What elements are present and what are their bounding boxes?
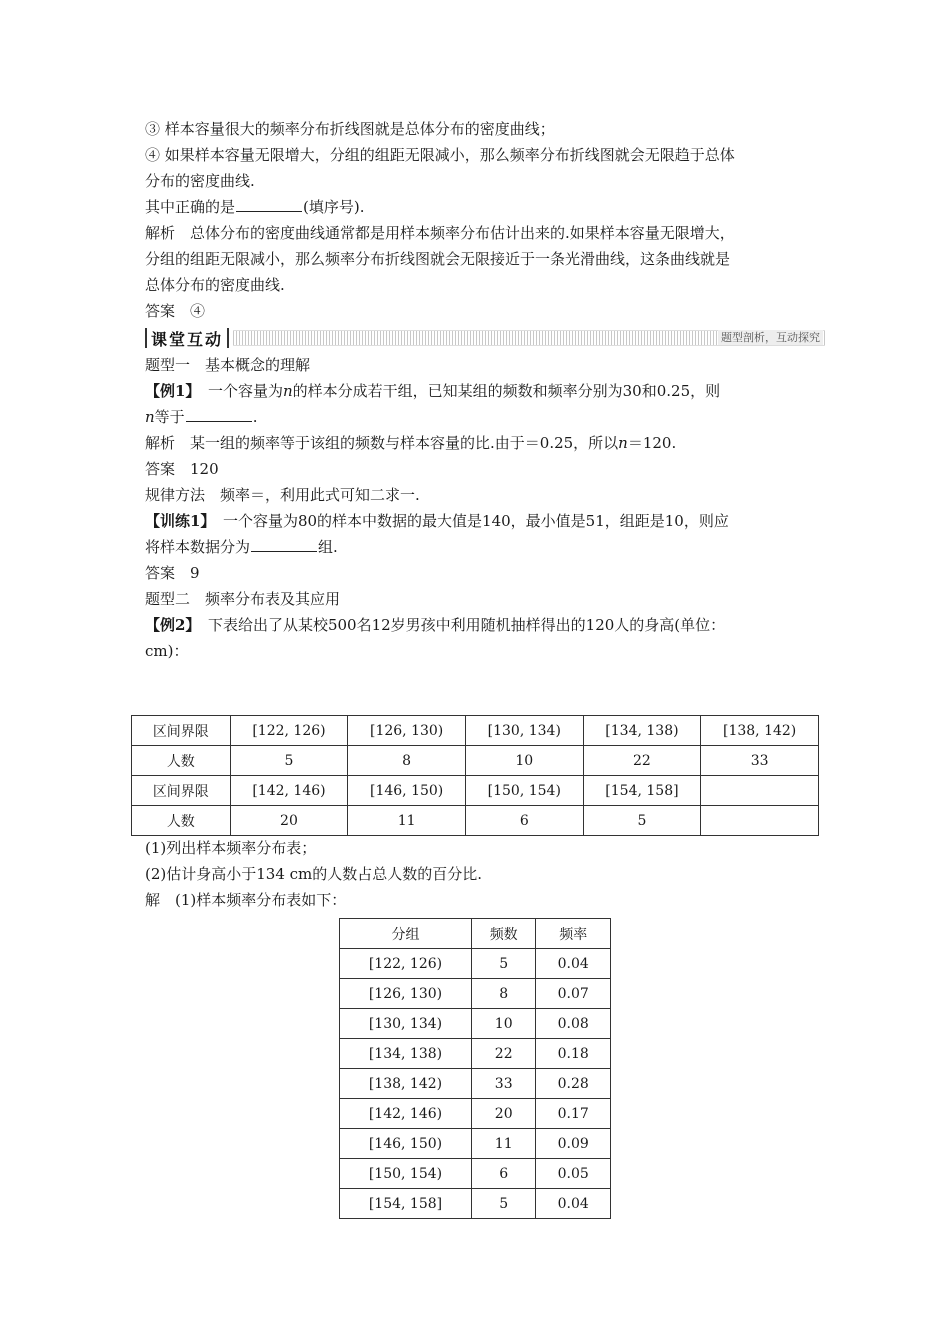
variable-n: n: [145, 408, 155, 426]
text-line: [145, 404, 825, 430]
table-cell: [701, 806, 819, 836]
banner-subtitle: 题型剖析，互动探究: [718, 330, 823, 345]
text-span: 的样本分成若干组，已知某组的频数和频率分别为30和0.25，则: [292, 382, 721, 400]
text-line: 分组的组距无限减小，那么频率分布折线图就会无限接近于一条光滑曲线，这条曲线就是: [145, 250, 731, 268]
table-row: [340, 979, 611, 1009]
table-cell: 5: [583, 806, 701, 836]
table-cell: [154, 158]: [340, 1189, 472, 1219]
text-line: 总体分布的密度曲线.: [145, 276, 285, 294]
table-cell: 33: [701, 746, 819, 776]
answer-line: 答案 ④: [145, 302, 206, 320]
table-row: [132, 746, 819, 776]
variable-n: n: [282, 382, 293, 400]
row-header-cell: 人数: [132, 746, 231, 776]
row-header-cell: 区间界限: [132, 716, 231, 746]
section-heading: 题型二 频率分布表及其应用: [145, 590, 341, 608]
banner-bar: [227, 328, 229, 348]
banner-stripe: [233, 330, 825, 346]
table-row: [340, 949, 611, 979]
row-header-cell: 区间界限: [132, 776, 231, 806]
table-row: [340, 1189, 611, 1219]
document-body: [145, 116, 825, 664]
table-row: [340, 1069, 611, 1099]
example-label: 【例1】: [145, 382, 193, 400]
table-cell: [701, 776, 819, 806]
table-cell: [138, 142): [701, 716, 819, 746]
variable-n: n: [618, 434, 628, 452]
height-data-table: [131, 715, 819, 836]
table-cell: 10: [465, 746, 583, 776]
table-cell: [154, 158]: [583, 776, 701, 806]
table-cell: [150, 154): [465, 776, 583, 806]
text-line: 分布的密度曲线.: [145, 172, 255, 190]
text-span: 解析 某一组的频率等于该组的频数与样本容量的比.由于＝0.25，所以: [145, 434, 619, 452]
table-cell: 22: [583, 746, 701, 776]
table-row: [132, 806, 819, 836]
text-span: 一个容量为80的样本中数据的最大值是140，最小值是51，组距是10，则应: [207, 512, 729, 530]
text-span: 组.: [318, 538, 338, 556]
text-line: [145, 612, 825, 638]
table-cell: 8: [471, 979, 535, 1009]
banner-title: 课堂互动: [151, 329, 224, 349]
text-span: 等于: [154, 408, 185, 426]
section-heading: 题型一 基本概念的理解: [145, 356, 311, 374]
table-cell: 0.04: [536, 949, 611, 979]
text-line: ④ 如果样本容量无限增大，分组的组距无限减小，那么频率分布折线图就会无限趋于总体: [145, 146, 735, 164]
table-cell: 0.05: [536, 1159, 611, 1189]
table-cell: [126, 130): [348, 716, 466, 746]
table-cell: 5: [230, 746, 348, 776]
table-row: [132, 716, 819, 746]
table-cell: 5: [471, 1189, 535, 1219]
solution-intro: 解 (1)样本频率分布表如下：: [145, 891, 347, 909]
table-row: [340, 1159, 611, 1189]
table-cell: [126, 130): [340, 979, 472, 1009]
answer-blank: [186, 407, 252, 422]
example-label: 【例2】: [145, 616, 193, 634]
table-cell: 10: [471, 1009, 535, 1039]
table-cell: 20: [230, 806, 348, 836]
text-line: [145, 194, 825, 220]
exercise-label: 【训练1】: [145, 512, 208, 530]
table-cell: [134, 138): [340, 1039, 472, 1069]
column-header: 分组: [340, 919, 472, 949]
text-line: [145, 508, 825, 534]
table-cell: 0.17: [536, 1099, 611, 1129]
text-line: 解析 总体分布的密度曲线通常都是用样本频率分布估计出来的.如果样本容量无限增大，: [145, 224, 735, 242]
questions: [145, 835, 825, 913]
table-cell: [142, 146): [340, 1099, 472, 1129]
answer-blank: [251, 537, 317, 552]
question-2: (2)估计身高小于134 cm的人数占总人数的百分比.: [145, 865, 483, 883]
text-line: ③ 样本容量很大的频率分布折线图就是总体分布的密度曲线；: [145, 120, 555, 138]
banner-bar: [145, 328, 147, 348]
table-cell: [150, 154): [340, 1159, 472, 1189]
table-row: [340, 1039, 611, 1069]
table-cell: 8: [348, 746, 466, 776]
table-cell: 0.04: [536, 1189, 611, 1219]
table-cell: [130, 134): [340, 1009, 472, 1039]
column-header: 频率: [536, 919, 611, 949]
table-cell: 6: [465, 806, 583, 836]
question-text: 其中正确的是: [145, 198, 236, 216]
text-line: 规律方法 频率＝，利用此式可知二求一.: [145, 486, 420, 504]
frequency-distribution-table: [339, 918, 611, 1219]
text-line: [145, 378, 825, 404]
table-cell: 20: [471, 1099, 535, 1129]
answer-line: 答案 9: [145, 564, 200, 582]
table-row: [340, 1129, 611, 1159]
text-line: cm)：: [145, 642, 189, 660]
table-cell: [146, 150): [340, 1129, 472, 1159]
table-cell: [146, 150): [348, 776, 466, 806]
table-cell: [138, 142): [340, 1069, 472, 1099]
table-cell: 0.07: [536, 979, 611, 1009]
table-row: [340, 1009, 611, 1039]
text-span: .: [252, 408, 258, 426]
text-span: 一个容量为: [192, 382, 283, 400]
table-cell: 0.09: [536, 1129, 611, 1159]
table-cell: 33: [471, 1069, 535, 1099]
text-line: [145, 430, 825, 456]
row-header-cell: 人数: [132, 806, 231, 836]
column-header: 频数: [471, 919, 535, 949]
table-cell: [130, 134): [465, 716, 583, 746]
table-cell: 5: [471, 949, 535, 979]
question-1: (1)列出样本频率分布表；: [145, 839, 317, 857]
table-cell: 0.08: [536, 1009, 611, 1039]
table-cell: [122, 126): [340, 949, 472, 979]
answer-blank: [236, 197, 302, 212]
header-row: [340, 919, 611, 949]
section-banner: [145, 326, 825, 350]
text-line: [145, 534, 825, 560]
table-cell: 11: [471, 1129, 535, 1159]
table-cell: 11: [348, 806, 466, 836]
answer-line: 答案 120: [145, 460, 219, 478]
table-cell: [122, 126): [230, 716, 348, 746]
table-cell: [142, 146): [230, 776, 348, 806]
question-text: (填序号).: [303, 198, 365, 216]
table-cell: 0.28: [536, 1069, 611, 1099]
text-span: 将样本数据分为: [145, 538, 251, 556]
text-span: 下表给出了从某校500名12岁男孩中利用随机抽样得出的120人的身高(单位：: [192, 616, 726, 634]
table-cell: 22: [471, 1039, 535, 1069]
table-row: [340, 1099, 611, 1129]
table-cell: 6: [471, 1159, 535, 1189]
table-cell: 0.18: [536, 1039, 611, 1069]
table-cell: [134, 138): [583, 716, 701, 746]
text-span: ＝120.: [627, 434, 677, 452]
table-row: [132, 776, 819, 806]
